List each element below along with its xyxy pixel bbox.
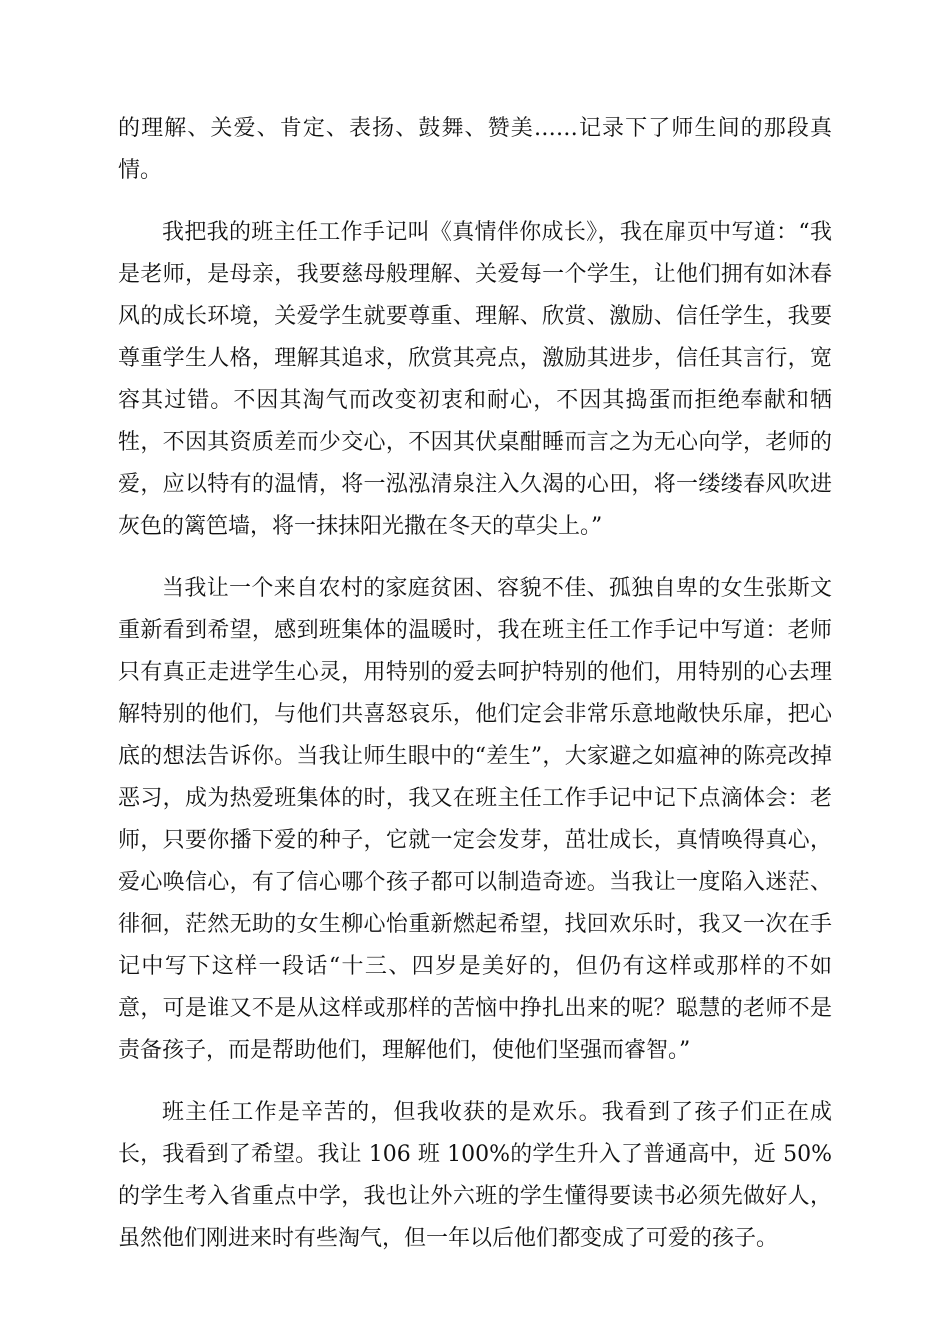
paragraph-continuation: 的理解、关爱、肯定、表扬、鼓舞、赞美……记录下了师生间的那段真情。 [118,116,832,183]
document-body [118,108,832,1260]
paragraph-achievements: 班主任工作是辛苦的，但我收获的是欢乐。我看到了孩子们正在成长，我看到了希望。我让 106 班 100%的学生升入了普通高中，近 50%的学生考入省重点中学，我也让外六班的学生懂得要读书必须先做好人，虽然他们刚进来时有些淘气，但一年以后他们都变成了可爱的孩子。 [118,1100,832,1251]
paragraph-student-stories: 当我让一个来自农村的家庭贫困、容貌不佳、孤独自卑的女生张斯文重新看到希望，感到班集体的温暖时，我在班主任工作手记中写道：老师只有真正走进学生心灵，用特别的爱去呵护特别的他们，用特别的心去理解特别的他们，与他们共喜怒哀乐，他们定会非常乐意地敞快乐扉，把心底的想法告诉你。当我让师生眼中的“差生”，大家避之如瘟神的陈亮改掉恶习，成为热爱班集体的时，我又在班主任工作手记中记下点滴体会：老师，只要你播下爱的种子，它就一定会发芽，茁壮成长，真情唤得真心，爱心唤信心，有了信心哪个孩子都可以制造奇迹。当我让一度陷入迷茫、徘徊，茫然无助的女生柳心怡重新燃起希望，找回欢乐时，我又一次在手记中写下这样一段话“十三、四岁是美好的，但仍有这样或那样的不如意，可是谁又不是从这样或那样的苦恼中挣扎出来的呢？聪慧的老师不是责备孩子，而是帮助他们，理解他们，使他们坚强而睿智。” [118,576,832,1063]
paragraph-journal-preface: 我把我的班主任工作手记叫《真情伴你成长》，我在扉页中写道：“我是老师，是母亲，我要慈母般理解、关爱每一个学生，让他们拥有如沐春风的成长环境，关爱学生就要尊重、理解、欣赏、激励、信任学生，我要尊重学生人格，理解其追求，欣赏其亮点，激励其进步，信任其言行，宽容其过错。不因其淘气而改变初衷和耐心，不因其捣蛋而拒绝奉献和牺牲，不因其资质差而少交心，不因其伏桌酣睡而言之为无心向学，老师的爱，应以特有的温情，将一泓泓清泉注入久渴的心田，将一缕缕春风吹进灰色的篱笆墙，将一抹抹阳光撒在冬天的草尖上。” [118,220,832,539]
